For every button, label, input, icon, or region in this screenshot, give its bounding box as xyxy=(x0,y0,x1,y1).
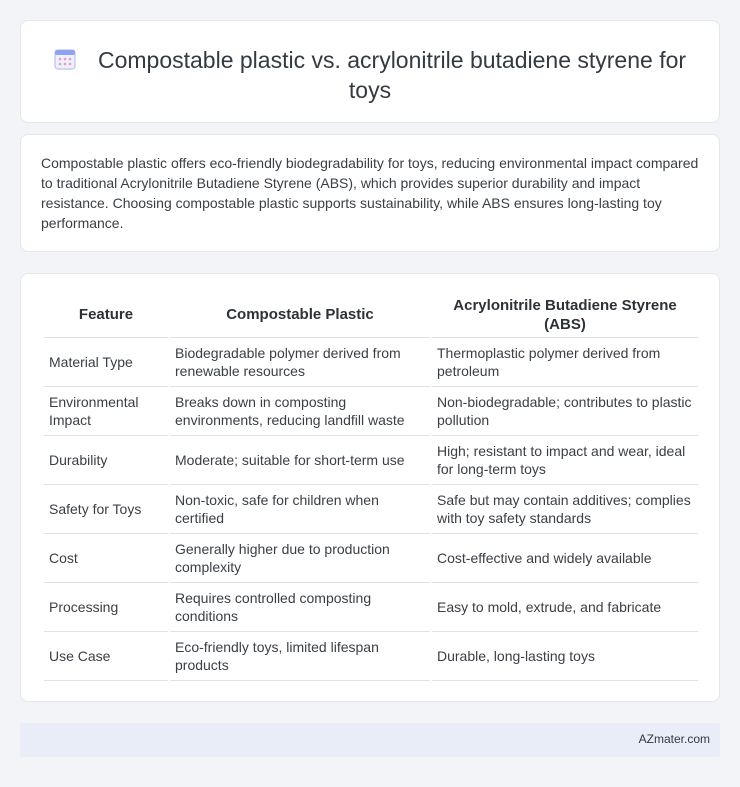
calendar-icon xyxy=(54,48,76,70)
summary-text: Compostable plastic offers eco-friendly biodegradability for toys, reducing environmental impact compared to traditional Acrylonitrile Butadiene Styrene (ABS), which provides superior durability and impact resistance. Choosing compostable plastic supports sustainability, while ABS ensures long-lasting toy performance. xyxy=(41,155,699,231)
row-abs: High; resistant to impact and wear, ideal for long-term toys xyxy=(432,436,698,485)
header-feature: Feature xyxy=(44,292,168,338)
row-abs: Safe but may contain additives; complies with toy safety standards xyxy=(432,485,698,534)
row-feature: Processing xyxy=(44,583,168,632)
row-feature: Use Case xyxy=(44,632,168,681)
table-row xyxy=(44,338,698,387)
footer-brand[interactable]: AZmater.com xyxy=(638,732,710,746)
table-header-row xyxy=(44,292,698,338)
page-title xyxy=(21,45,719,105)
comparison-table xyxy=(42,292,700,681)
row-abs: Thermoplastic polymer derived from petroleum xyxy=(432,338,698,387)
summary-card xyxy=(20,134,720,252)
table-row xyxy=(44,583,698,632)
row-compostable: Breaks down in composting environments, reducing landfill waste xyxy=(170,387,430,436)
row-abs: Easy to mold, extrude, and fabricate xyxy=(432,583,698,632)
row-compostable: Eco-friendly toys, limited lifespan products xyxy=(170,632,430,681)
table-row xyxy=(44,485,698,534)
row-abs: Durable, long-lasting toys xyxy=(432,632,698,681)
footer xyxy=(20,723,720,757)
table-row xyxy=(44,387,698,436)
comparison-table-card xyxy=(20,273,720,702)
row-abs: Non-biodegradable; contributes to plastic pollution xyxy=(432,387,698,436)
header-abs: Acrylonitrile Butadiene Styrene (ABS) xyxy=(432,292,698,338)
header-compostable: Compostable Plastic xyxy=(170,292,430,338)
row-compostable: Non-toxic, safe for children when certified xyxy=(170,485,430,534)
table-row xyxy=(44,632,698,681)
row-feature: Durability xyxy=(44,436,168,485)
row-feature: Cost xyxy=(44,534,168,583)
row-feature: Material Type xyxy=(44,338,168,387)
title-card xyxy=(20,20,720,123)
table-row xyxy=(44,436,698,485)
page-title-text: Compostable plastic vs. acrylonitrile butadiene styrene for toys xyxy=(97,47,687,103)
row-compostable: Biodegradable polymer derived from renewable resources xyxy=(170,338,430,387)
row-abs: Cost-effective and widely available xyxy=(432,534,698,583)
row-feature: Environmental Impact xyxy=(44,387,168,436)
row-compostable: Generally higher due to production complexity xyxy=(170,534,430,583)
row-compostable: Moderate; suitable for short-term use xyxy=(170,436,430,485)
row-compostable: Requires controlled composting conditions xyxy=(170,583,430,632)
row-feature: Safety for Toys xyxy=(44,485,168,534)
table-row xyxy=(44,534,698,583)
